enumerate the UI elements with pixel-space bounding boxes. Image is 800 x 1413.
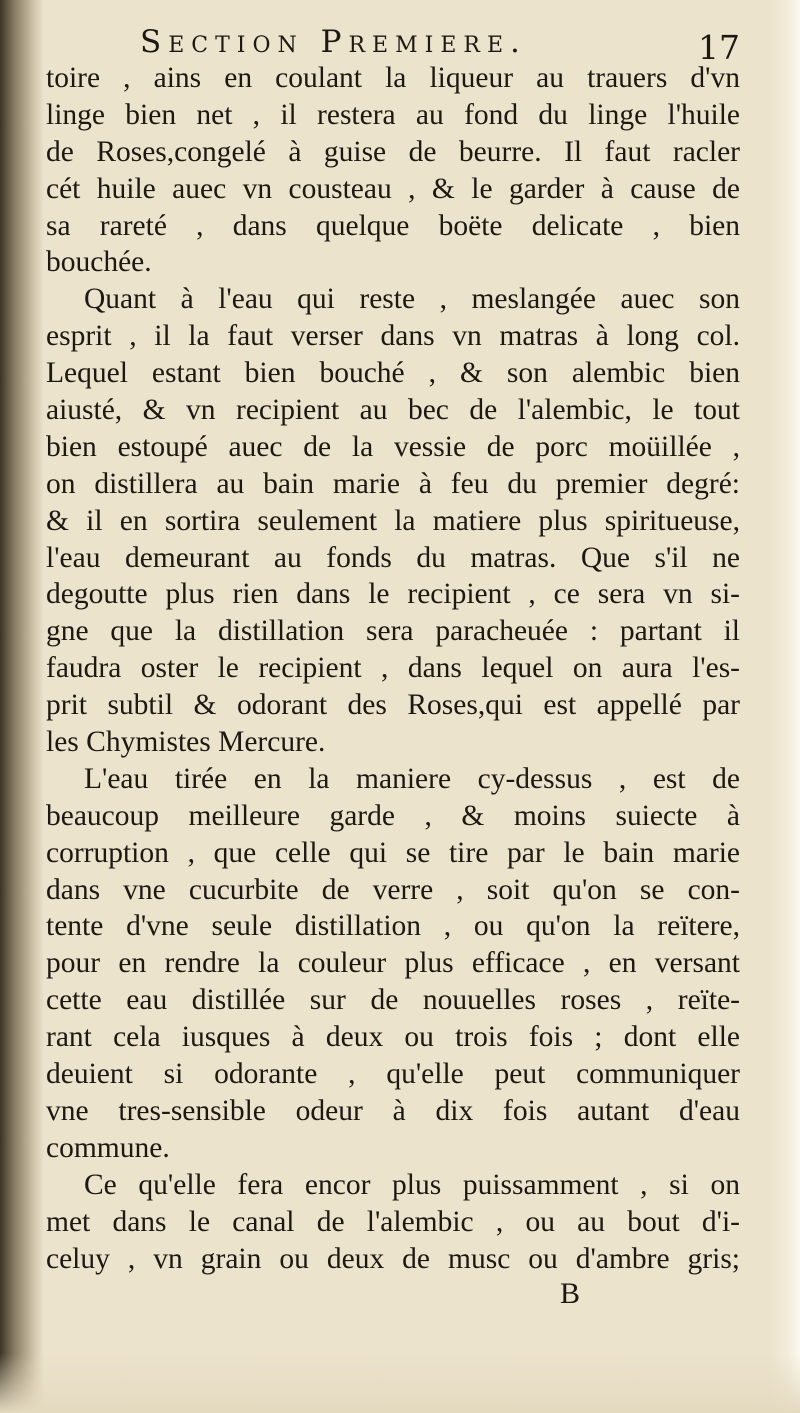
signature-mark: B [560, 1277, 581, 1310]
text-line: degoutte plus rien dans le recipient , ce sera vn si- [46, 578, 740, 611]
text-line: de Roses,congelé à guise de beurre. Il faut racler [46, 135, 740, 168]
text-line: les Chymistes Mercure. [46, 726, 326, 759]
page-bottom-edge [0, 1353, 800, 1413]
text-line: cette eau distillée sur de nouuelles roses , reïte- [46, 984, 740, 1017]
page-number: 17 [698, 28, 740, 67]
text-line: commune. [46, 1131, 170, 1164]
text-line: linge bien net , il restera au fond du linge l'huile [46, 98, 740, 131]
body-text [46, 60, 740, 1277]
text-line: l'eau demeurant au fonds du matras. Que s'il ne [46, 541, 740, 574]
text-line: sa rareté , dans quelque boëte delicate , bien [46, 209, 740, 242]
text-line: corruption , que celle qui se tire par le bain marie [46, 836, 740, 869]
text-line: met dans le canal de l'alembic , ou au bout d'i- [46, 1205, 740, 1238]
text-line: faudra oster le recipient , dans lequel on aura l'es- [46, 652, 740, 685]
text-line: deuient si odorante , qu'elle peut communiquer [46, 1058, 740, 1091]
text-line: bien estoupé auec de la vessie de porc moüillée , [46, 430, 740, 463]
text-line: vne tres-sensible odeur à dix fois autant d'eau [46, 1094, 740, 1127]
text-line: Lequel estant bien bouché , & son alembic bien [46, 357, 740, 390]
page-edge [770, 0, 800, 1413]
text-line: on distillera au bain marie à feu du premier degré: [46, 467, 740, 500]
binding-shadow [0, 0, 44, 1413]
text-line: beaucoup meilleure garde , & moins suiecte à [46, 799, 740, 832]
text-line: cét huile auec vn cousteau , & le garder à cause de [46, 172, 740, 205]
text-line: gne que la distillation sera paracheuée : partant il [46, 615, 740, 648]
text-line: prit subtil & odorant des Roses,qui est appellé par [46, 689, 740, 722]
text-line: tente d'vne seule distillation , ou qu'on la reïtere, [46, 910, 740, 943]
text-line: toire , ains en coulant la liqueur au trauers d'vn [46, 62, 740, 94]
text-line: esprit , il la faut verser dans vn matras à long col. [46, 320, 740, 353]
text-line: & il en sortira seulement la matiere plus spiritueuse, [46, 504, 740, 537]
text-line: pour en rendre la couleur plus efficace , en versant [46, 947, 740, 980]
text-line: bouchée. [46, 246, 152, 279]
text-line: Ce qu'elle fera encor plus puissamment , si on [84, 1168, 740, 1201]
text-line: rant cela iusques à deux ou trois fois ; dont elle [46, 1021, 740, 1054]
text-line: L'eau tirée en la maniere cy-dessus , est de [84, 762, 740, 795]
text-line: dans vne cucurbite de verre , soit qu'on se con- [46, 873, 740, 906]
text-line: aiusté, & vn recipient au bec de l'alembic, le tout [46, 394, 740, 427]
text-line: celuy , vn grain ou deux de musc ou d'ambre gris; [46, 1242, 740, 1275]
text-line: Quant à l'eau qui reste , meslangée auec son [84, 283, 740, 316]
running-title: Section Premiere. [140, 24, 527, 60]
